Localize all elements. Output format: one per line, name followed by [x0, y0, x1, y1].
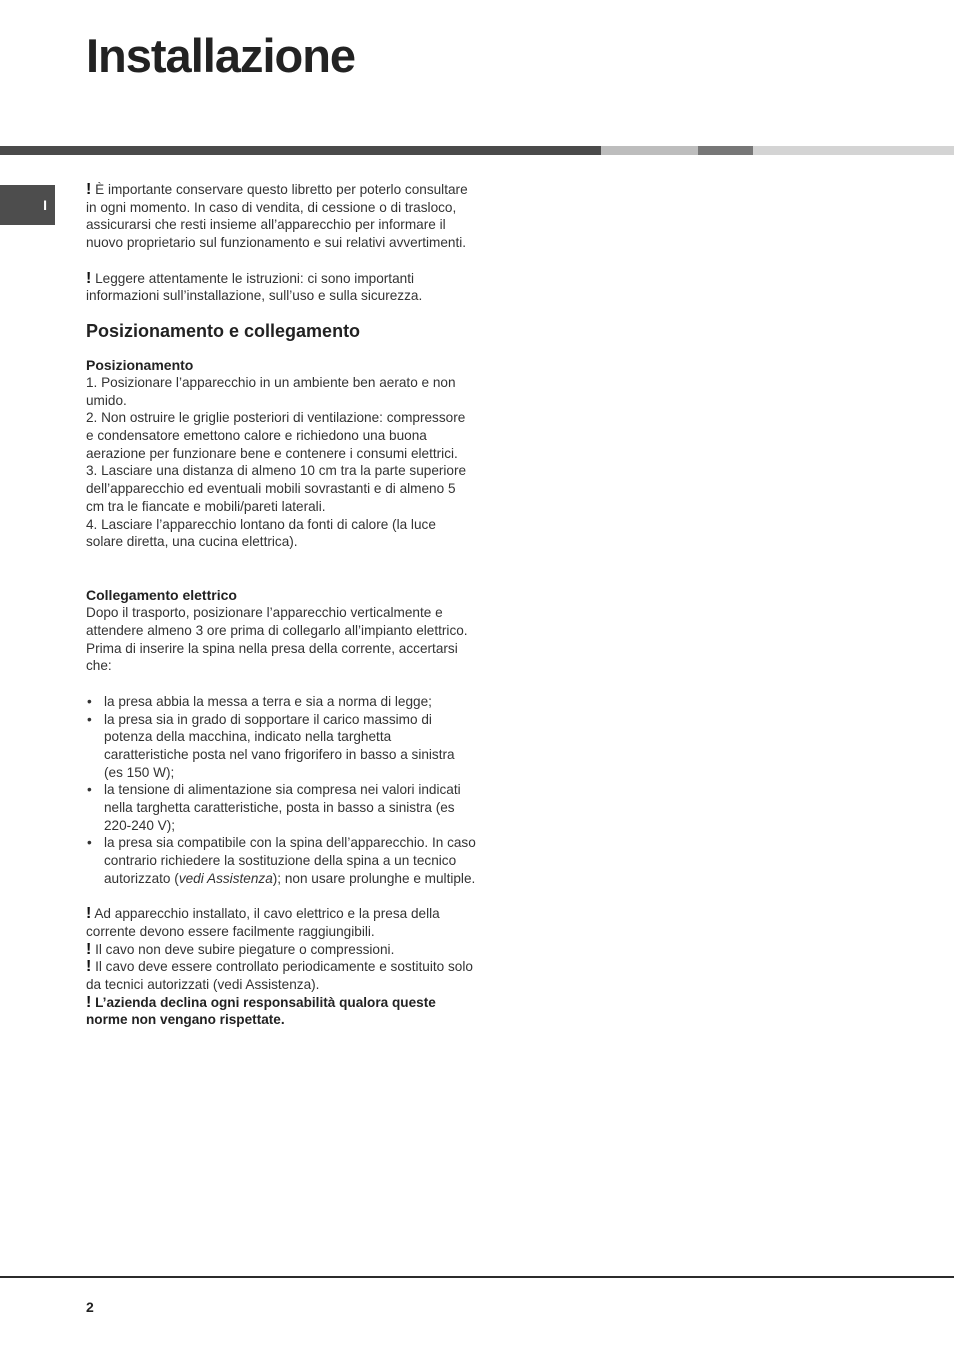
- positioning-item: 4. Lasciare l’apparecchio lontano da fonti di calore (la luce solare diretta, una cucina elettrica).: [86, 516, 436, 550]
- warning-mark: !: [86, 905, 92, 923]
- list-item: • la tensione di alimentazione sia compresa nei valori indicati nella targhetta caratteristiche, posta in basso a sinistra (es 220-240 V);: [86, 781, 476, 834]
- subheading-electrical: Collegamento elettrico: [86, 587, 237, 604]
- list-item: • la presa sia in grado di sopportare il carico massimo di potenza della macchina, indicato nella targhetta caratteristiche posta nel vano frigorifero in basso a sinistra (es 150 W);: [86, 711, 476, 782]
- section-heading: Posizionamento e collegamento: [86, 320, 361, 341]
- page-number: 2: [86, 1299, 94, 1315]
- header-bar-light: [601, 146, 698, 155]
- header-bar-dark: [0, 146, 601, 155]
- final-warning: ! L’azienda declina ogni responsabilità qualora queste norme non vengano rispettate.: [86, 993, 436, 1028]
- list-item: • la presa abbia la messa a terra e sia a norma di legge;: [86, 693, 476, 711]
- header-bar-mid: [698, 146, 753, 155]
- warning-1: ! Ad apparecchio installato, il cavo elettrico e la presa della corrente devono essere facilmente raggiungibili.: [86, 905, 440, 939]
- warning-mark: !: [86, 181, 92, 198]
- positioning-item: 3. Lasciare una distanza di almeno 10 cm tra la parte superiore dell’apparecchio ed eventuali mobili sovrastanti e di almeno 5 cm tra le fiancate e mobili/pareti laterali.: [86, 463, 467, 514]
- header-bar-pale: [753, 146, 954, 155]
- language-tab-label: I: [43, 197, 47, 213]
- intro-paragraph-2: ! Leggere attentamente le istruzioni: ci sono importanti informazioni sull’installazione, sull’uso e sulla sicurezza.: [86, 269, 423, 304]
- main-content: [86, 181, 476, 1029]
- warning-mark: !: [86, 958, 92, 976]
- electrical-checklist: [86, 693, 476, 888]
- language-tab: [0, 185, 55, 225]
- warning-3: ! Il cavo deve essere controllato periodicamente e sostituito solo da tecnici autorizzati (vedi Assistenza).: [86, 958, 473, 993]
- warning-mark: !: [86, 993, 92, 1011]
- page-title: Installazione: [86, 29, 356, 82]
- subheading-positioning: Posizionamento: [86, 356, 194, 373]
- positioning-item: 1. Posizionare l’apparecchio in un ambiente ben aerato e non umido.: [86, 374, 456, 408]
- positioning-item: 2. Non ostruire le griglie posteriori di ventilazione: compressore e condensatore emettono calore e richiedono una buona aerazione per funzionare bene e contenere i consumi elettrici.: [86, 410, 466, 461]
- warning-2: ! Il cavo non deve subire piegature o compressioni.: [86, 940, 395, 958]
- warning-mark: !: [86, 940, 92, 958]
- warning-mark: !: [86, 269, 92, 287]
- electrical-intro: Dopo il trasporto, posizionare l’apparecchio verticalmente e attendere almeno 3 ore prima di collegarlo all’impianto elettrico. Prima di inserire la spina nella presa della corrente, accertarsi che:: [86, 605, 468, 674]
- list-item: • la presa sia compatibile con la spina dell’apparecchio. In caso contrario richiedere la sostituzione della spina a un tecnico autorizzato (vedi Assistenza); non usare prolunghe e multiple.: [86, 834, 476, 887]
- footer-divider: [0, 1276, 954, 1278]
- intro-paragraph-1: ! È importante conservare questo libretto per poterlo consultare in ogni momento. In caso di vendita, di cessione o di trasloco, assicurarsi che resti insieme all’apparecchio per informare il nuovo proprietario sul funzionamento e sui relativi avvertimenti.: [86, 181, 468, 251]
